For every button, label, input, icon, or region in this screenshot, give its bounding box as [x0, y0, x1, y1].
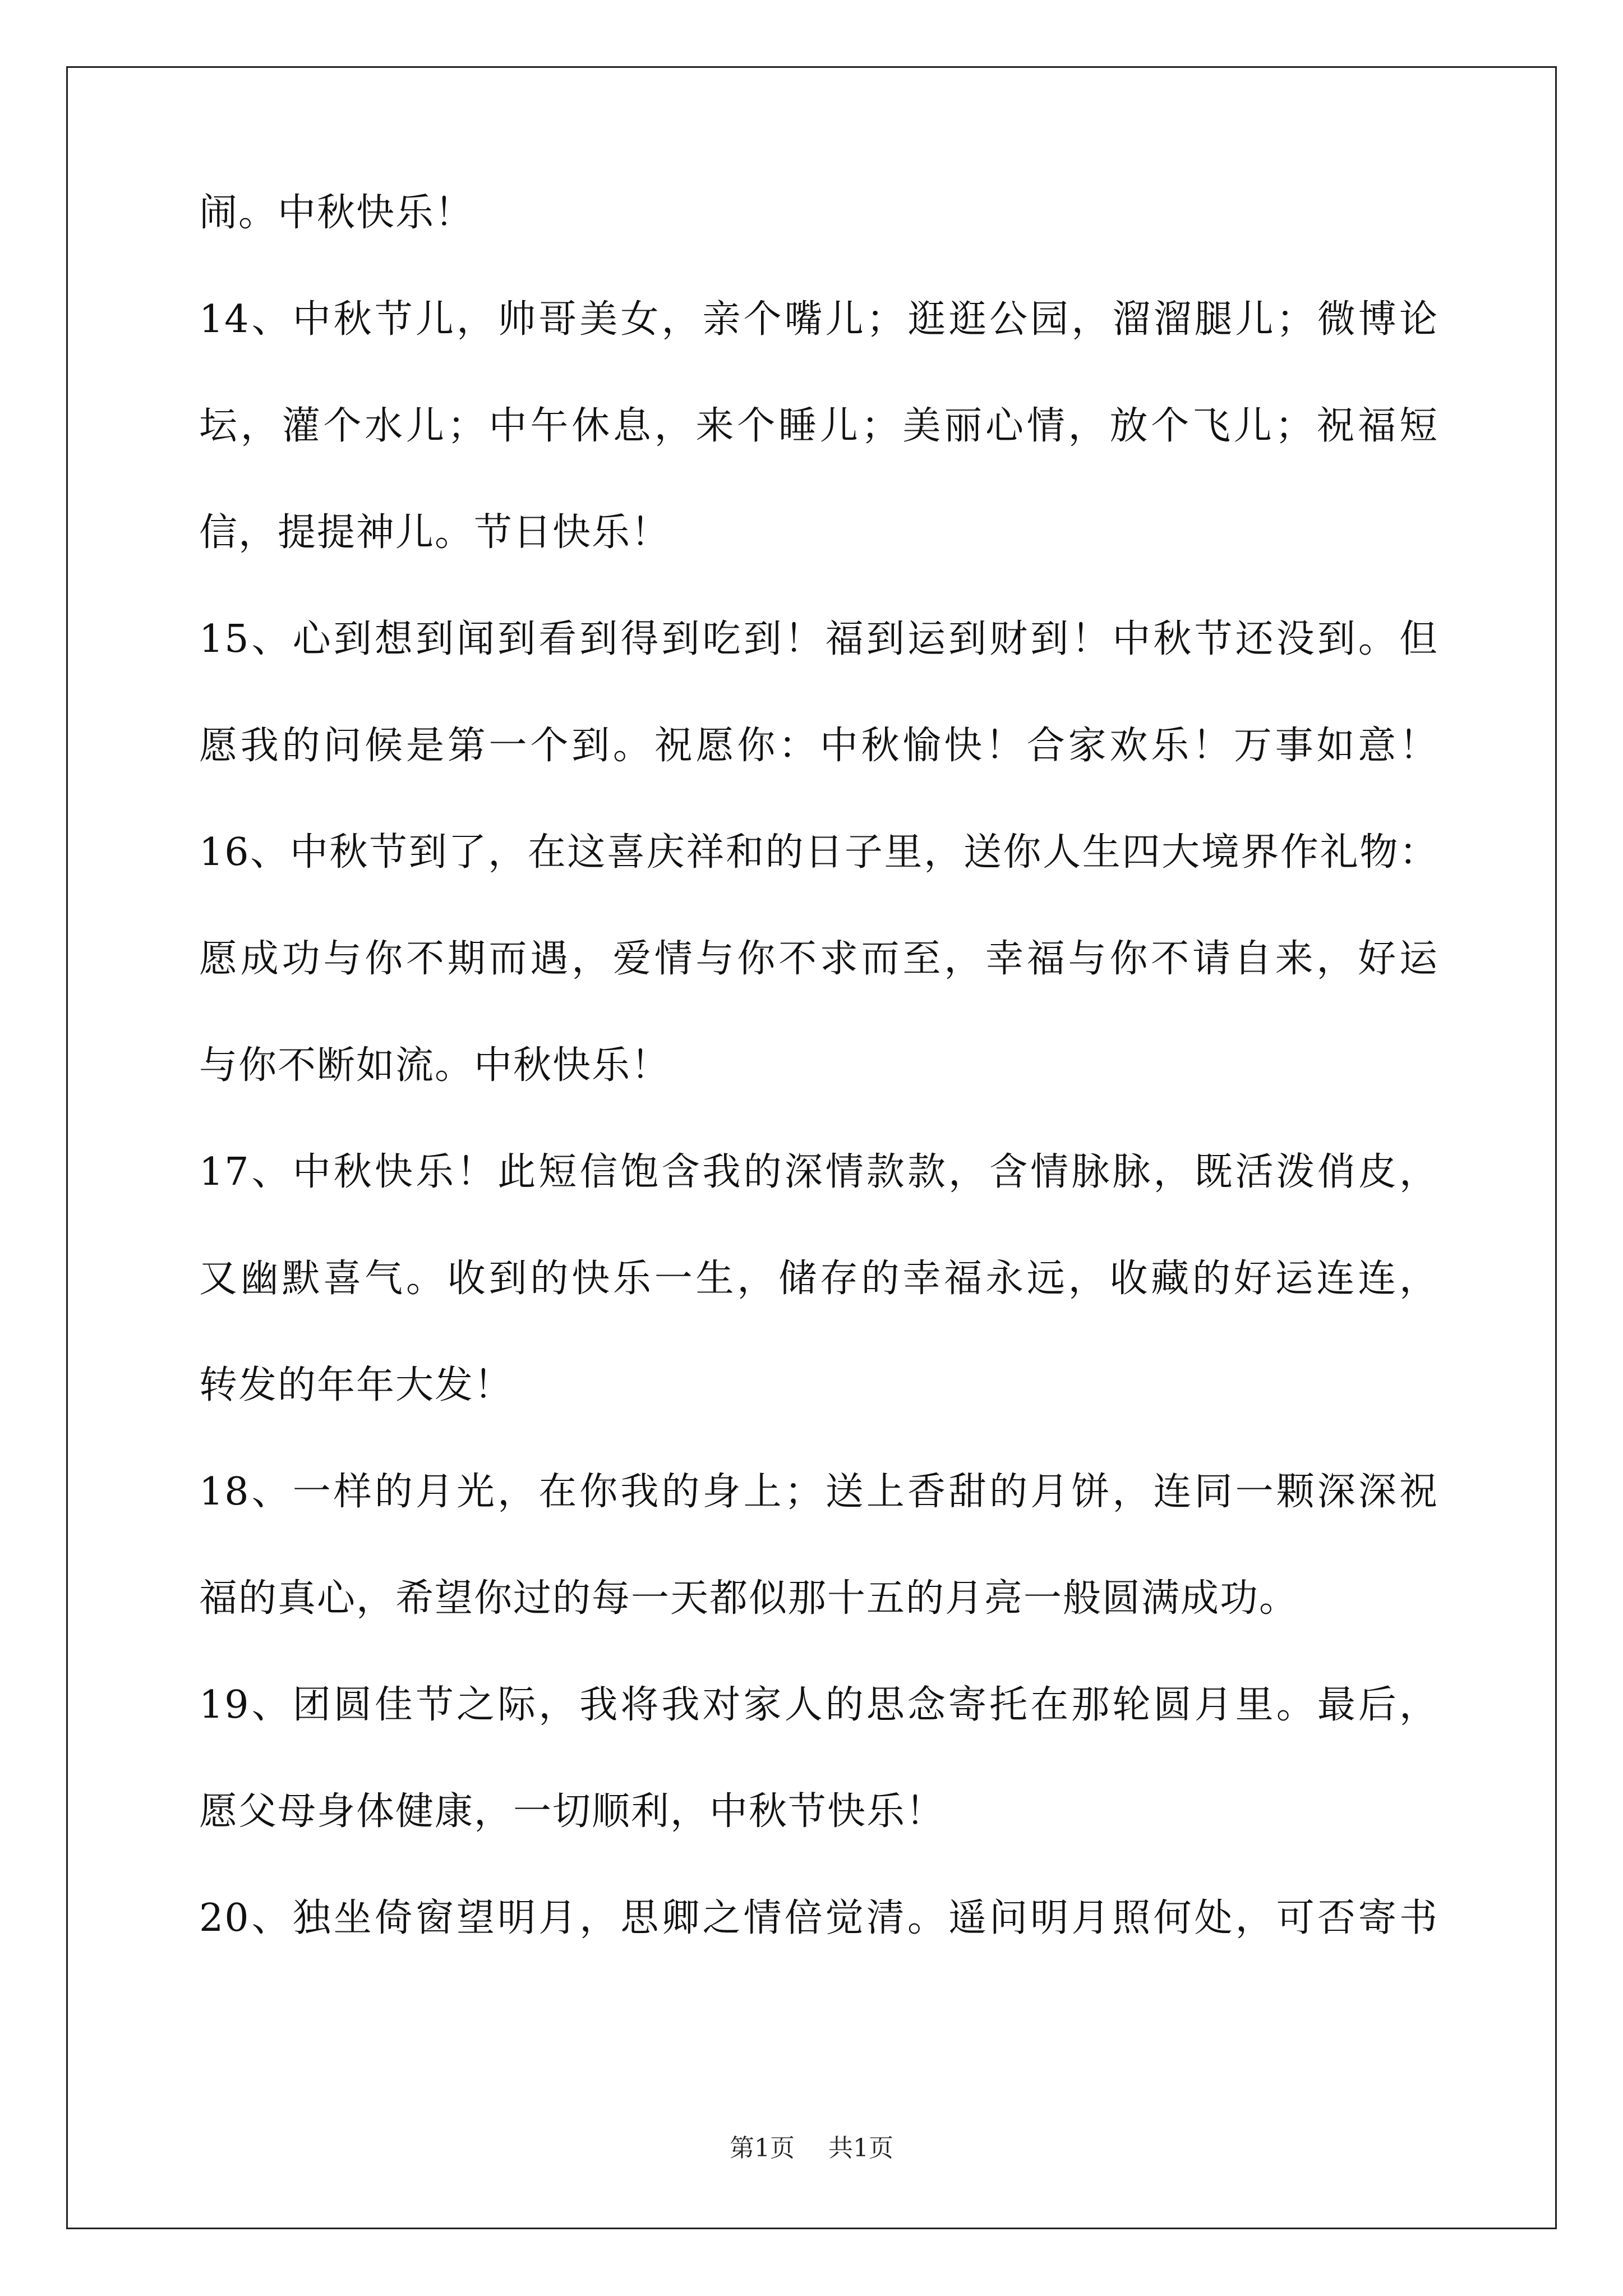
text-line: 18、一样的月光，在你我的身上；送上香甜的月饼，连同一颗深深祝: [199, 1470, 1438, 1514]
text-line: 16、中秋节到了，在这喜庆祥和的日子里，送你人生四大境界作礼物：: [199, 830, 1438, 875]
text-line: 愿成功与你不期而遇，爱情与你不求而至，幸福与你不请自来，好运: [199, 937, 1438, 981]
document-body: [199, 185, 1438, 1997]
page-number-current: 第1页: [730, 2134, 795, 2162]
text-line: 愿我的问候是第一个到。祝愿你：中秋愉快！合家欢乐！万事如意！: [199, 724, 1438, 768]
text-line: 坛，灌个水儿；中午休息，来个睡儿；美丽心情，放个飞儿；祝福短: [199, 404, 1438, 448]
text-line: 15、心到想到闻到看到得到吃到！福到运到财到！中秋节还没到。但: [199, 617, 1438, 661]
page-footer: [0, 2132, 1623, 2165]
text-line: 与你不断如流。中秋快乐！: [199, 1043, 671, 1088]
text-line: 愿父母身体健康，一切顺利，中秋节快乐！: [199, 1789, 946, 1834]
text-line: 福的真心，希望你过的每一天都似那十五的月亮一般圆满成功。: [199, 1576, 1299, 1621]
text-line: 19、团圆佳节之际，我将我对家人的思念寄托在那轮圆月里。最后，: [199, 1683, 1438, 1727]
text-line: 20、独坐倚窗望明月，思卿之情倍觉清。遥问明月照何处，可否寄书: [199, 1896, 1438, 1940]
text-line: 又幽默喜气。收到的快乐一生，储存的幸福永远，收藏的好运连连，: [199, 1257, 1438, 1301]
text-line: 转发的年年大发！: [199, 1363, 514, 1407]
text-line: 14、中秋节儿，帅哥美女，亲个嘴儿；逛逛公园，溜溜腿儿；微博论: [199, 297, 1438, 342]
text-line: 信，提提神儿。节日快乐！: [199, 510, 671, 555]
text-line: 17、中秋快乐！此短信饱含我的深情款款，含情脉脉，既活泼俏皮，: [199, 1150, 1438, 1194]
page-number-total: 共1页: [828, 2134, 893, 2162]
text-line: 闹。中秋快乐！: [199, 191, 474, 235]
